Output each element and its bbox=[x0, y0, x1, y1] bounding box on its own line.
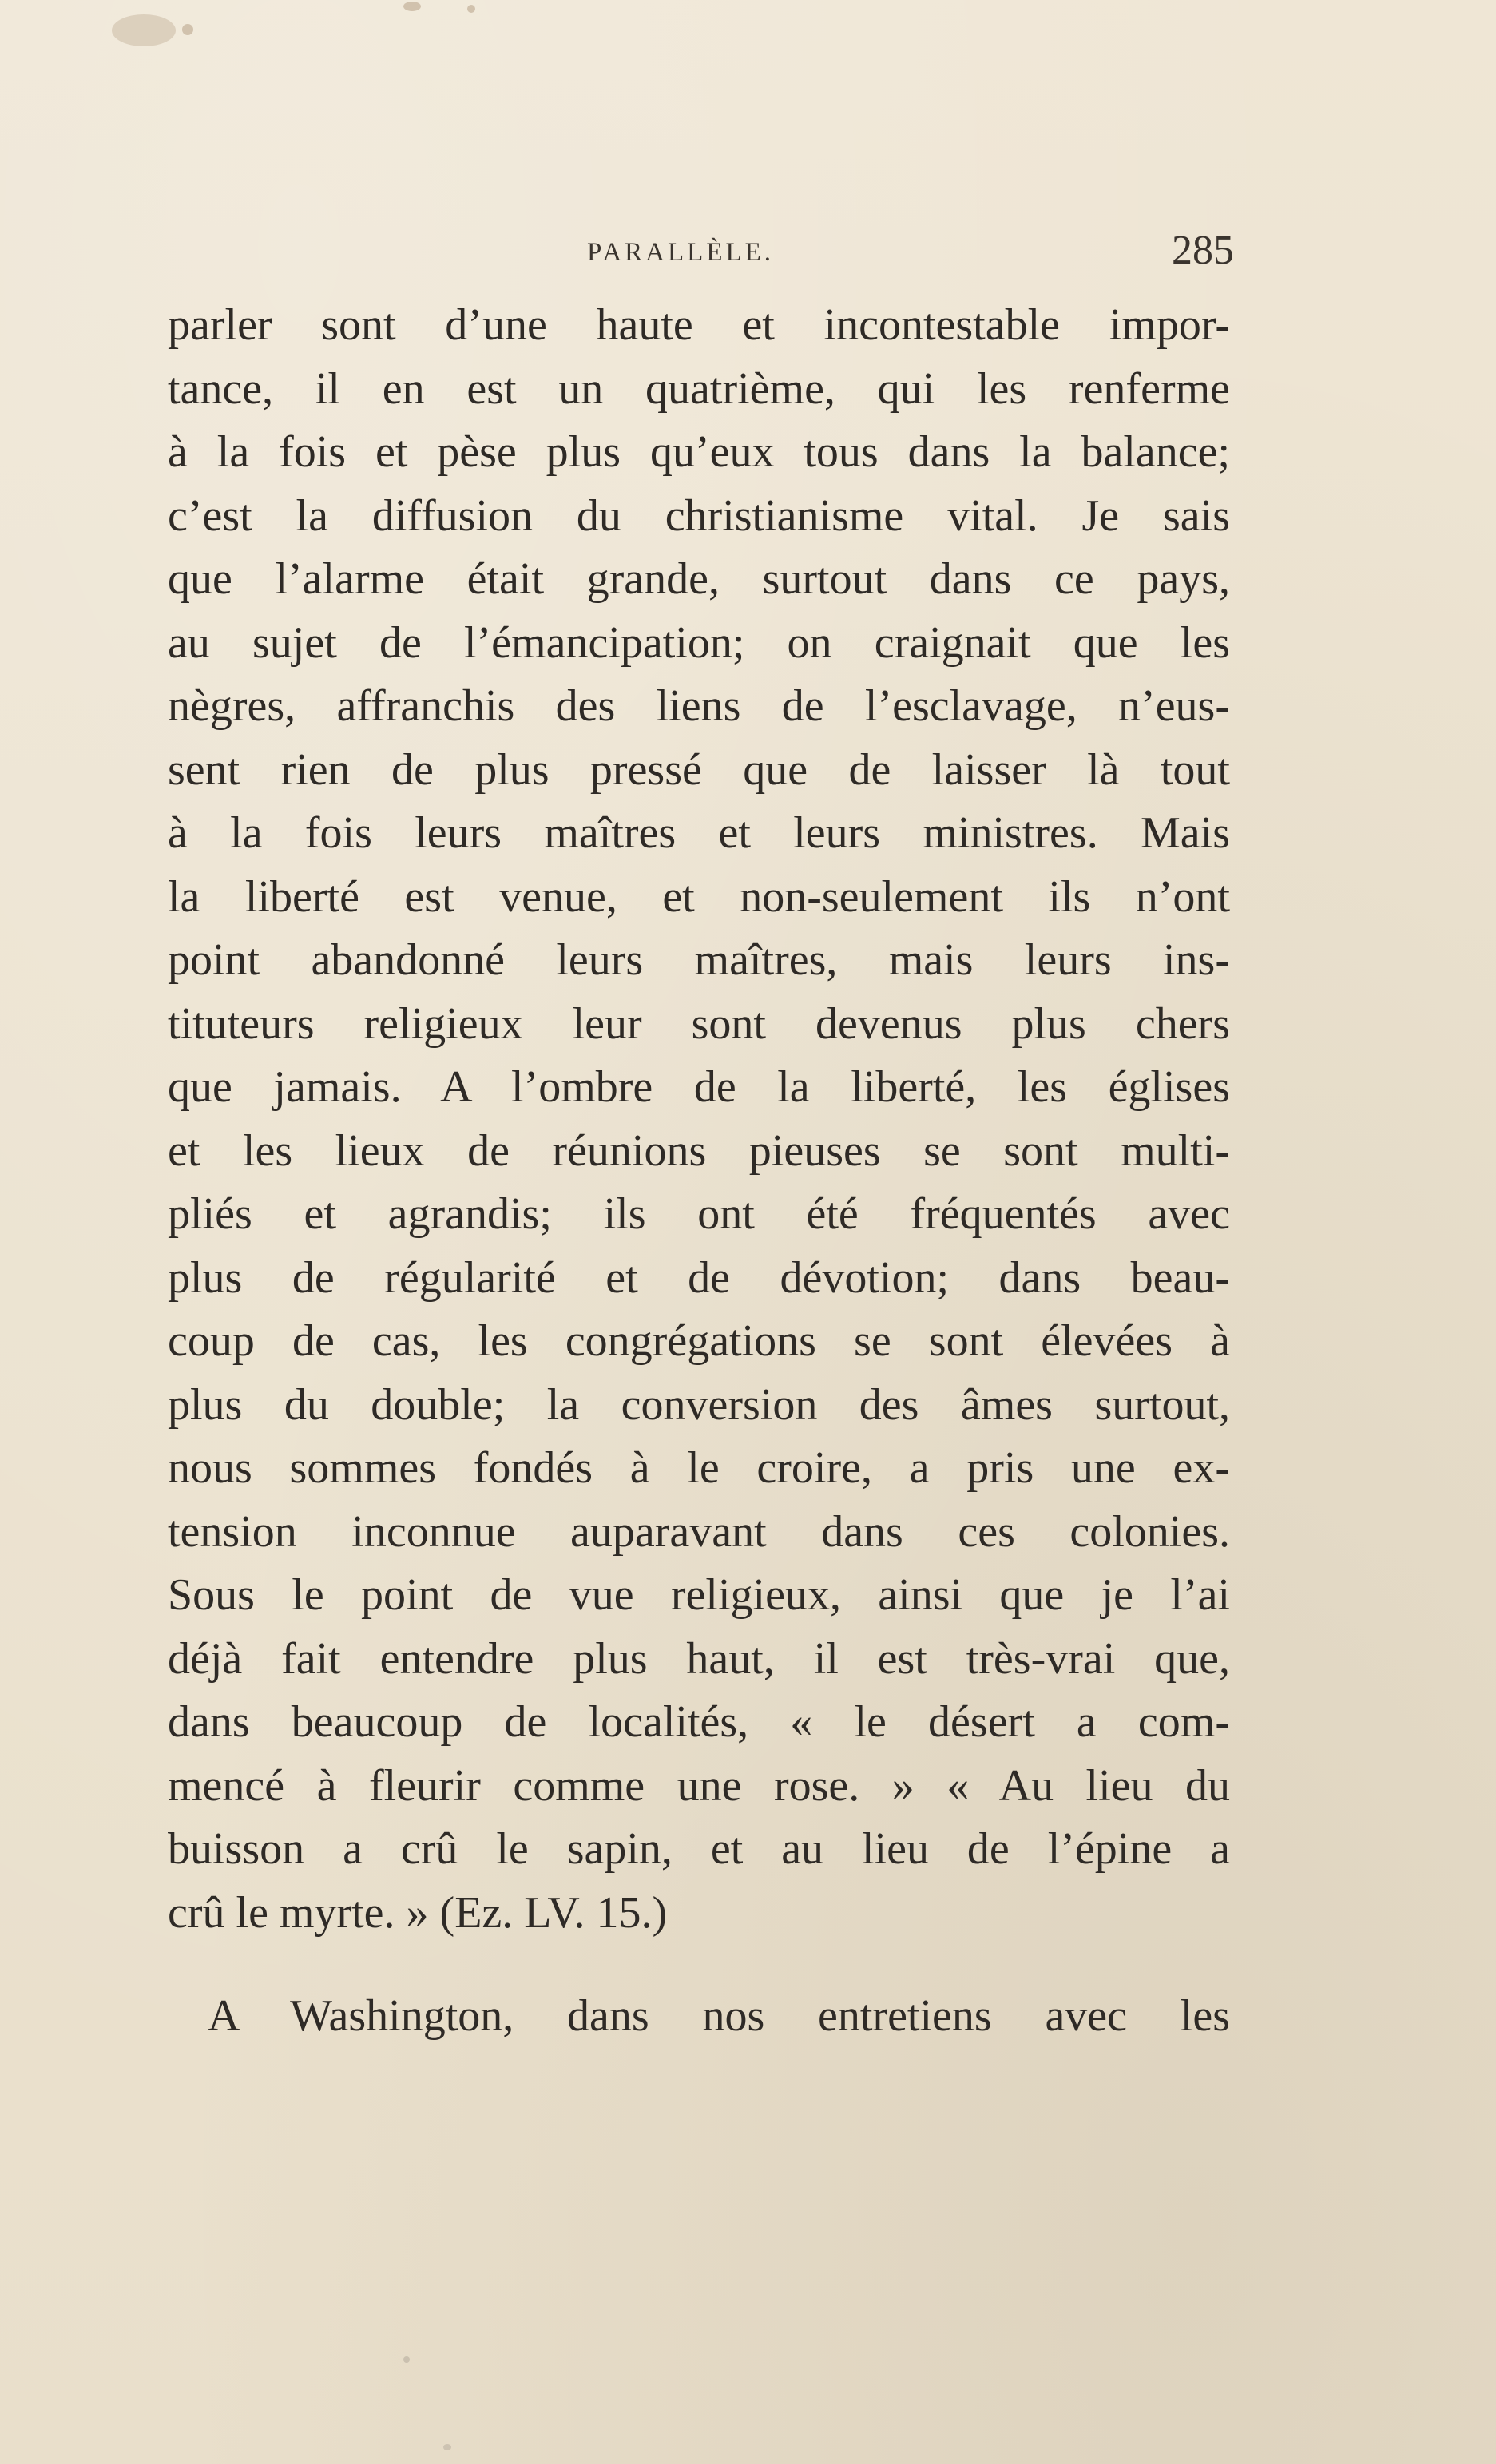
text-line: A Washington, dans nos entretiens avec les bbox=[208, 1991, 1230, 2041]
text-line: à la fois leurs maîtres et leurs ministres. Mais bbox=[168, 808, 1230, 858]
text-line: et les lieux de réunions pieuses se sont multi- bbox=[168, 1125, 1230, 1176]
text-line: point abandonné leurs maîtres, mais leurs ins- bbox=[168, 935, 1230, 985]
running-title: PARALLÈLE. bbox=[587, 238, 775, 267]
text-line: au sujet de l’émancipation; on craignait que les bbox=[168, 617, 1230, 668]
text-line: nous sommes fondés à le croire, a pris une ex- bbox=[168, 1443, 1230, 1493]
text-line: dans beaucoup de localités, « le désert a com- bbox=[168, 1697, 1230, 1747]
text-line: nègres, affranchis des liens de l’esclavage, n’eus- bbox=[168, 681, 1230, 731]
paper-stain bbox=[467, 5, 475, 13]
text-line: la liberté est venue, et non-seulement ils n’ont bbox=[168, 871, 1230, 922]
text-line: buisson a crû le sapin, et au lieu de l’épine a bbox=[168, 1824, 1230, 1874]
text-line: que jamais. A l’ombre de la liberté, les églises bbox=[168, 1062, 1230, 1112]
text-line: tance, il en est un quatrième, qui les renferme bbox=[168, 363, 1230, 414]
paper-stain bbox=[182, 24, 193, 35]
text-line: coup de cas, les congrégations se sont élevées à bbox=[168, 1316, 1230, 1366]
paper-stain bbox=[443, 2444, 451, 2450]
body-text bbox=[168, 294, 1230, 2049]
paper-stain bbox=[403, 2356, 410, 2363]
text-line: parler sont d’une haute et incontestable impor- bbox=[168, 300, 1230, 350]
page-number: 285 bbox=[1172, 228, 1234, 273]
text-line: Sous le point de vue religieux, ainsi que je l’ai bbox=[168, 1570, 1230, 1620]
text-line: plus du double; la conversion des âmes surtout, bbox=[168, 1379, 1230, 1430]
text-line: déjà fait entendre plus haut, il est très-vrai que, bbox=[168, 1633, 1230, 1684]
text-line: à la fois et pèse plus qu’eux tous dans la balance; bbox=[168, 427, 1230, 477]
text-line: c’est la diffusion du christianisme vital. Je sais bbox=[168, 490, 1230, 541]
text-line: plus de régularité et de dévotion; dans beau- bbox=[168, 1252, 1230, 1303]
text-line: tituteurs religieux leur sont devenus plus chers bbox=[168, 998, 1230, 1049]
paper-stain bbox=[403, 2, 421, 11]
text-line: tension inconnue auparavant dans ces colonies. bbox=[168, 1506, 1230, 1557]
paper-stain bbox=[112, 14, 176, 46]
page-header bbox=[188, 228, 1234, 280]
text-line: crû le myrte. » (Ez. LV. 15.) bbox=[168, 1887, 668, 1938]
text-line: pliés et agrandis; ils ont été fréquentés avec bbox=[168, 1189, 1230, 1239]
text-line: mencé à fleurir comme une rose. » « Au lieu du bbox=[168, 1760, 1230, 1811]
paragraph-gap bbox=[168, 1945, 1230, 1985]
text-line: sent rien de plus pressé que de laisser là tout bbox=[168, 744, 1230, 795]
text-line: que l’alarme était grande, surtout dans ce pays, bbox=[168, 554, 1230, 604]
